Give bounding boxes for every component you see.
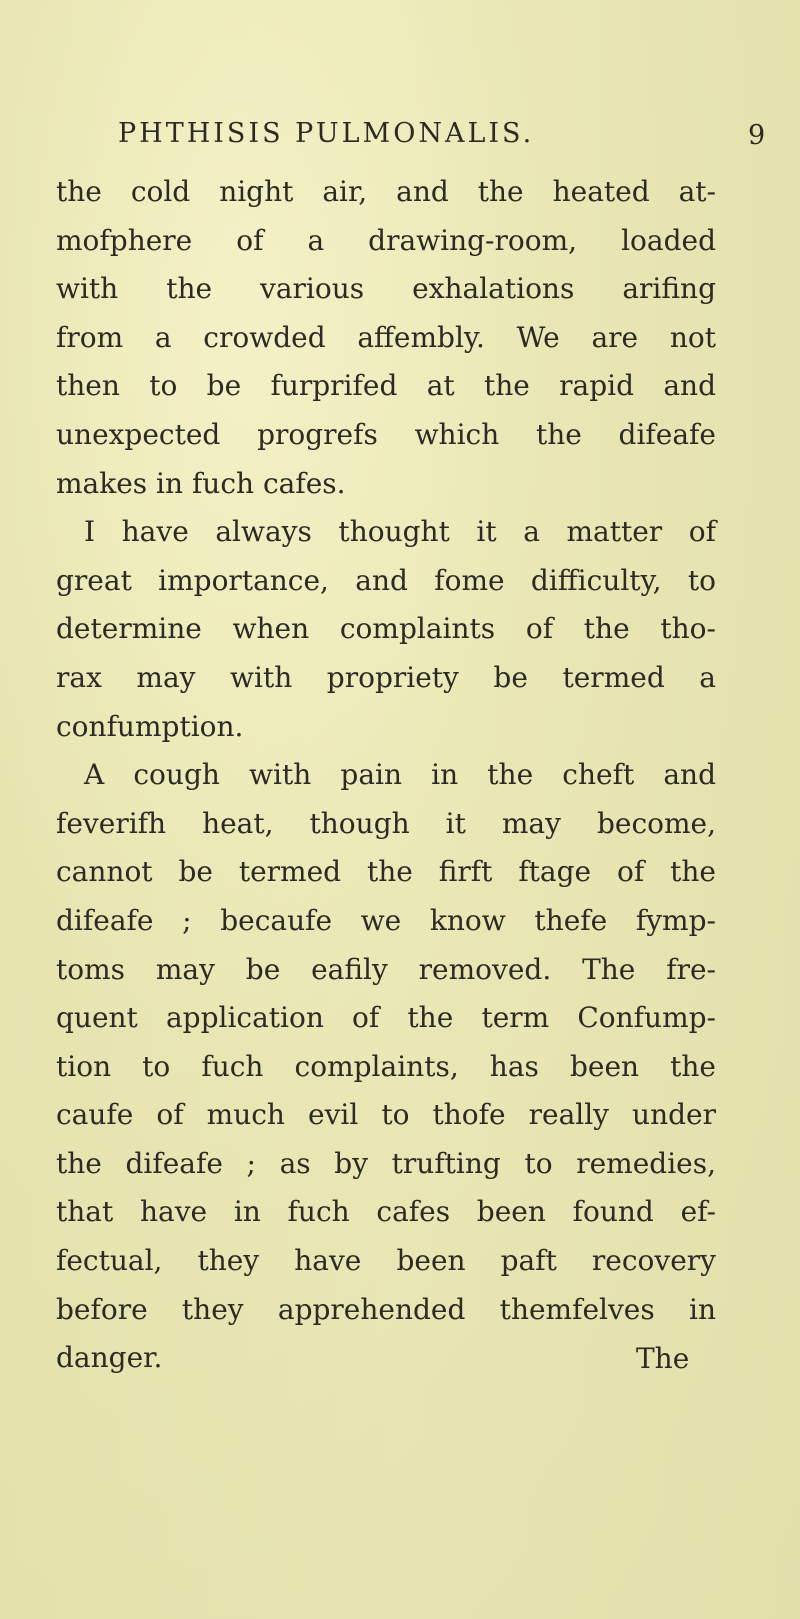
text-line: tion to fuch complaints, has been the: [56, 1049, 716, 1083]
text-line: cannot be termed the firft ftage of the: [56, 855, 716, 889]
text-line: quent application of the term Confump-: [56, 1001, 716, 1035]
text-line: caufe of much evil to thofe really under: [56, 1098, 716, 1132]
page-header: [118, 118, 769, 151]
text-line: that have in fuch cafes been found ef-: [56, 1195, 716, 1229]
text-line: rax may with propriety be termed a: [56, 660, 716, 694]
text-line: danger.: [56, 1341, 163, 1375]
text-line: from a crowded affembly. We are not: [56, 320, 716, 354]
text-line: great importance, and fome difficulty, to: [56, 563, 716, 597]
text-line: unexpected progrefs which the difeafe: [56, 417, 716, 451]
text-line: the difeafe ; as by trufting to remedies,: [56, 1146, 716, 1180]
text-line: feverifh heat, though it may become,: [56, 806, 716, 840]
text-line: before they apprehended themfelves in: [56, 1292, 716, 1326]
text-line: toms may be eafily removed. The fre-: [56, 952, 716, 986]
text-line: makes in fuch cafes.: [56, 466, 346, 500]
text-line: then to be furprifed at the rapid and: [56, 369, 716, 403]
text-line: difeafe ; becaufe we know thefe fymp-: [56, 903, 716, 937]
text-line: determine when complaints of the tho-: [56, 612, 716, 646]
text-line: confumption.: [56, 709, 244, 743]
text-line: A cough with pain in the cheft and: [84, 758, 716, 792]
page-number: 9: [748, 120, 769, 151]
text-line: fectual, they have been paft recovery: [56, 1244, 716, 1278]
text-line: the cold night air, and the heated at-: [56, 175, 716, 208]
text-line: with the various exhalations arifing: [56, 272, 716, 306]
catchword: The: [636, 1342, 690, 1375]
text-line: mofphere of a drawing-room, loaded: [56, 223, 716, 257]
body-text: [56, 168, 716, 1383]
text-line: I have always thought it a matter of: [84, 515, 716, 549]
running-head: PHTHISIS PULMONALIS.: [118, 118, 535, 149]
